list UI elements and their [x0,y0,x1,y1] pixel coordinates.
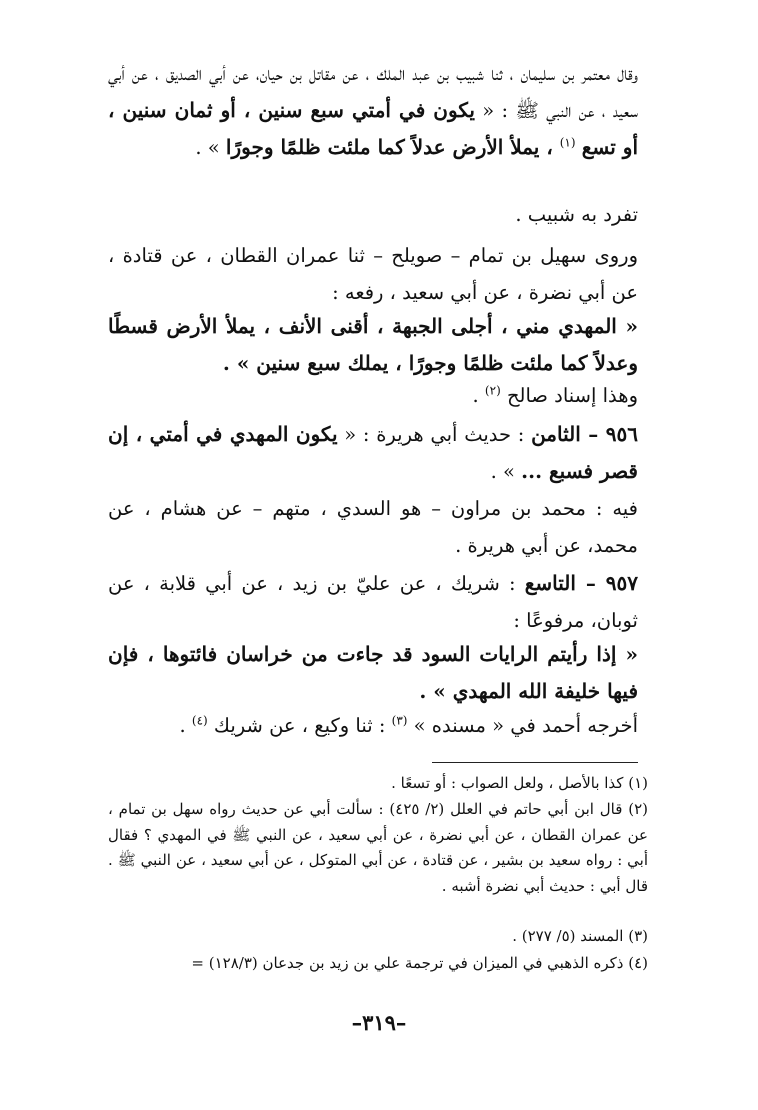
footnote-ref-1: (١) [559,135,576,150]
hadith-number-label: ٩٥٦ – الثامن [531,422,638,446]
footnote-ref-2: (٢) [484,383,501,398]
footnote-ref-3: (٣) [391,713,408,728]
footnote-separator [432,762,638,763]
text-run: : حديث أبي هريرة : « [337,423,532,446]
paragraph-fihi: فيه : محمد بن مراون – هو السدي ، متهم – عن هشام ، عن محمد، عن أبي هريرة . [108,497,638,557]
hadith-text: يكون المهدي في أمتي ، إن قصر فسبع ... [108,422,638,483]
text-run: . [179,714,192,737]
paragraph-black-banners-hadith: « إذا رأيتم الرايات السود قد جاءت من خراسان فائتوها ، فإن فيها خليفة الله المهدي » . [108,642,638,703]
footnote-4: (٤) ذكره الذهبي في الميزان في ترجمة علي بن زيد بن جدعان (١٢٨/٣) = [191,954,648,972]
hadith-text: يكون في أمتي سبع سنين ، أو ثمان سنين ، أو تسع [108,98,638,159]
footnote-1: (١) كذا بالأصل ، ولعل الصواب : أو تسعًا . [391,774,648,792]
paragraph-tafarrud: تفرد به شبيب . [515,203,638,226]
paragraph-hadith-956 [108,416,638,490]
paragraph-muqatil-narration [108,55,638,166]
footnote-3: (٣) المسند (٥/ ٢٧٧) . [512,927,648,945]
footnote-ref-4: (٤) [191,713,208,728]
text-run: . [472,384,485,407]
paragraph-suhail-narration: وروى سهيل بن تمام – صويلح – ثنا عمران القطان ، عن قتادة ، عن أبي نضرة ، عن أبي سعيد ، رفعه : [108,244,638,304]
text-run: » . [195,136,226,159]
hadith-text: ، يملأ الأرض عدلاً كما ملئت ظلمًا وجورًا [225,135,560,159]
footnote-2: (٢) قال ابن أبي حاتم في العلل (٢/ ٤٢٥) : سألت أبي عن حديث رواه سهل بن تمام ، عن عمران القطان ، عن أبي نضرة ، عن أبي سعيد ، عن النبي ﷺ في المهدي ؟ فقال أبي : رواه سعيد بن بشير ، عن قتادة ، عن أبي المتوكل ، عن أبي سعيد ، عن النبي ﷺ . قال أبي : حديث أبي نضرة أشبه . [108,800,648,895]
paragraph-hadith-957 [108,565,638,639]
paragraph-ahmad-musnad [108,707,638,744]
text-run: » . [490,460,522,483]
text-run: وقال معتمر بن سليمان ، ثنا شبيب بن عبد الملك ، عن مقاتل بن حيان، عن أبي الصديق ، عن أبي سعيد ، عن النبي ﷺ : « [108,62,638,122]
text-run: : شريك ، عن عليّ بن زيد ، عن أبي قلابة ، عن ثوبان، مرفوعًا : [108,572,638,632]
page-number: –٣١٩– [351,1010,407,1035]
paragraph-isnad-salih [108,377,638,414]
text-run: : ثنا وكيع ، عن شريك [207,714,392,737]
paragraph-mahdi-hadith: « المهدي مني ، أجلى الجبهة ، أقنى الأنف ، يملأ الأرض قسطًا وعدلاً كما ملئت ظلمًا وجورًا ، يملك سبع سنين » . [108,314,638,375]
hadith-number-label: ٩٥٧ – التاسع [524,571,639,595]
text-run: أخرجه أحمد في « مسنده » [407,714,638,737]
text-run: وهذا إسناد صالح [500,384,638,407]
